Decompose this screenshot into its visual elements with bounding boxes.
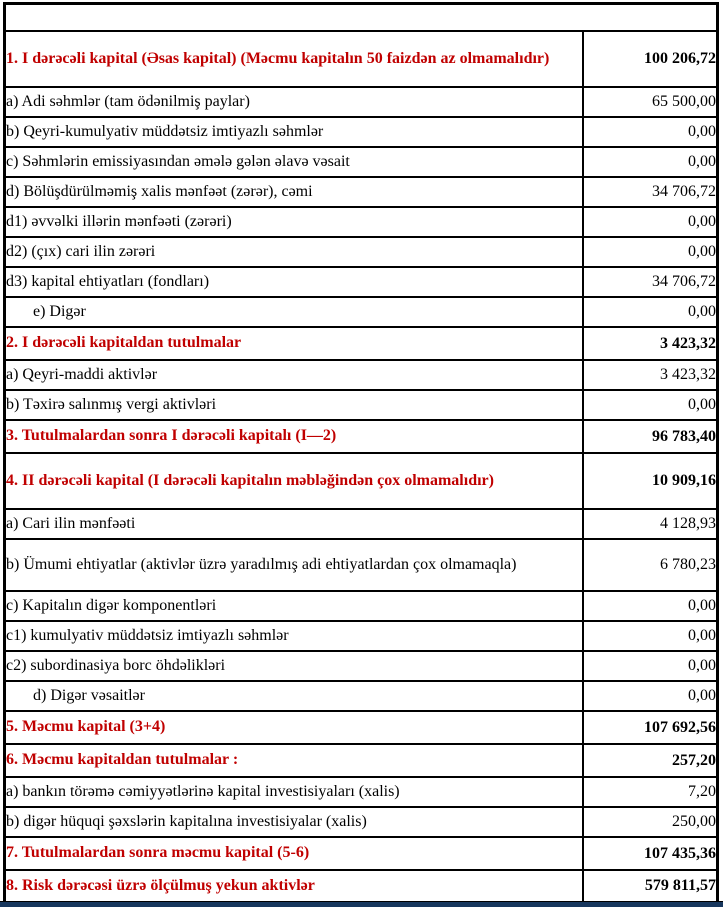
row-label: a) Cari ilin mənfəəti — [5, 509, 583, 539]
row-value: 107 435,36 — [583, 837, 718, 870]
table-row — [5, 744, 718, 777]
row-value: 0,00 — [583, 117, 718, 147]
table-header-row — [5, 4, 718, 32]
table-row — [5, 420, 718, 453]
table-row — [5, 360, 718, 390]
row-value: 100 206,72 — [583, 31, 718, 87]
row-value: 6 780,23 — [583, 539, 718, 591]
row-value: 250,00 — [583, 807, 718, 837]
row-value: 257,20 — [583, 744, 718, 777]
table-row — [5, 327, 718, 360]
row-label: 2. I dərəcəli kapitaldan tutulmalar — [5, 327, 583, 360]
row-value: 0,00 — [583, 591, 718, 621]
table-row — [5, 681, 718, 711]
row-label: 6. Məcmu kapitaldan tutulmalar : — [5, 744, 583, 777]
row-value: 0,00 — [583, 651, 718, 681]
table-row — [5, 297, 718, 327]
row-label: d2) (çıx) cari ilin zərəri — [5, 237, 583, 267]
row-label: 8. Risk dərəcəsi üzrə ölçülmuş yekun aktivlər — [5, 870, 583, 903]
row-label: e) Digər — [5, 297, 583, 327]
table-row — [5, 177, 718, 207]
row-value: 0,00 — [583, 207, 718, 237]
row-value: 3 423,32 — [583, 360, 718, 390]
row-label: a) bankın törəmə cəmiyyətlərinə kapital investisiyaları (xalis) — [5, 777, 583, 807]
row-label: b) Qeyri-kumulyativ müddətsiz imtiyazlı səhmlər — [5, 117, 583, 147]
table-row — [5, 267, 718, 297]
table-row — [5, 711, 718, 744]
row-label: b) Ümumi ehtiyatlar (aktivlər üzrə yaradılmış adi ehtiyatlardan çox olmamaqla) — [5, 539, 583, 591]
capital-table-body — [5, 31, 718, 903]
table-row — [5, 147, 718, 177]
row-value: 34 706,72 — [583, 267, 718, 297]
row-value: 107 692,56 — [583, 711, 718, 744]
table-row — [5, 870, 718, 903]
table-row — [5, 87, 718, 117]
table-row — [5, 237, 718, 267]
row-label: a) Qeyri-maddi aktivlər — [5, 360, 583, 390]
row-value: 7,20 — [583, 777, 718, 807]
row-label: a) Adi səhmlər (tam ödənilmiş paylar) — [5, 87, 583, 117]
row-label: c) Səhmlərin emissiyasından əmələ gələn əlavə vəsait — [5, 147, 583, 177]
row-label: b) Təxirə salınmış vergi aktivləri — [5, 390, 583, 420]
row-label: c) Kapitalın digər komponentləri — [5, 591, 583, 621]
table-row — [5, 509, 718, 539]
row-value: 0,00 — [583, 147, 718, 177]
row-value: 10 909,16 — [583, 453, 718, 509]
table-row — [5, 777, 718, 807]
table-title: A. KAPİTAL VƏSAİTLƏRİ — [5, 4, 718, 32]
row-label: b) digər hüquqi şəxslərin kapitalına investisiyalar (xalis) — [5, 807, 583, 837]
row-label: 4. II dərəcəli kapital (I dərəcəli kapitalın məbləğindən çox olmamalıdır) — [5, 453, 583, 509]
table-row — [5, 207, 718, 237]
table-row — [5, 453, 718, 509]
row-label: c1) kumulyativ müddətsiz imtiyazlı səhmlər — [5, 621, 583, 651]
row-label: c2) subordinasiya borc öhdəlikləri — [5, 651, 583, 681]
row-value: 96 783,40 — [583, 420, 718, 453]
row-value: 65 500,00 — [583, 87, 718, 117]
row-label: d) Digər vəsaitlər — [5, 681, 583, 711]
row-value: 3 423,32 — [583, 327, 718, 360]
row-value: 0,00 — [583, 390, 718, 420]
row-label: 7. Tutulmalardan sonra məcmu kapital (5-6) — [5, 837, 583, 870]
row-label: 3. Tutulmalardan sonra I dərəcəli kapitalı (I—2) — [5, 420, 583, 453]
table-row — [5, 31, 718, 87]
row-label: d1) əvvəlki illərin mənfəəti (zərəri) — [5, 207, 583, 237]
table-row — [5, 651, 718, 681]
row-label: d3) kapital ehtiyatları (fondları) — [5, 267, 583, 297]
capital-funds-table — [3, 2, 719, 905]
row-value: 0,00 — [583, 621, 718, 651]
row-value: 0,00 — [583, 237, 718, 267]
table-row — [5, 539, 718, 591]
table-row — [5, 117, 718, 147]
row-label: d) Bölüşdürülməmiş xalis mənfəət (zərər), cəmi — [5, 177, 583, 207]
row-label: 5. Məcmu kapital (3+4) — [5, 711, 583, 744]
row-label: 1. I dərəcəli kapital (Əsas kapital) (Məcmu kapitalın 50 faizdən az olmamalıdır) — [5, 31, 583, 87]
table-row — [5, 390, 718, 420]
bottom-divider-bar — [0, 901, 723, 907]
table-row — [5, 591, 718, 621]
row-value: 34 706,72 — [583, 177, 718, 207]
row-value: 579 811,57 — [583, 870, 718, 903]
table-row — [5, 807, 718, 837]
row-value: 0,00 — [583, 297, 718, 327]
table-row — [5, 837, 718, 870]
row-value: 0,00 — [583, 681, 718, 711]
row-value: 4 128,93 — [583, 509, 718, 539]
table-row — [5, 621, 718, 651]
